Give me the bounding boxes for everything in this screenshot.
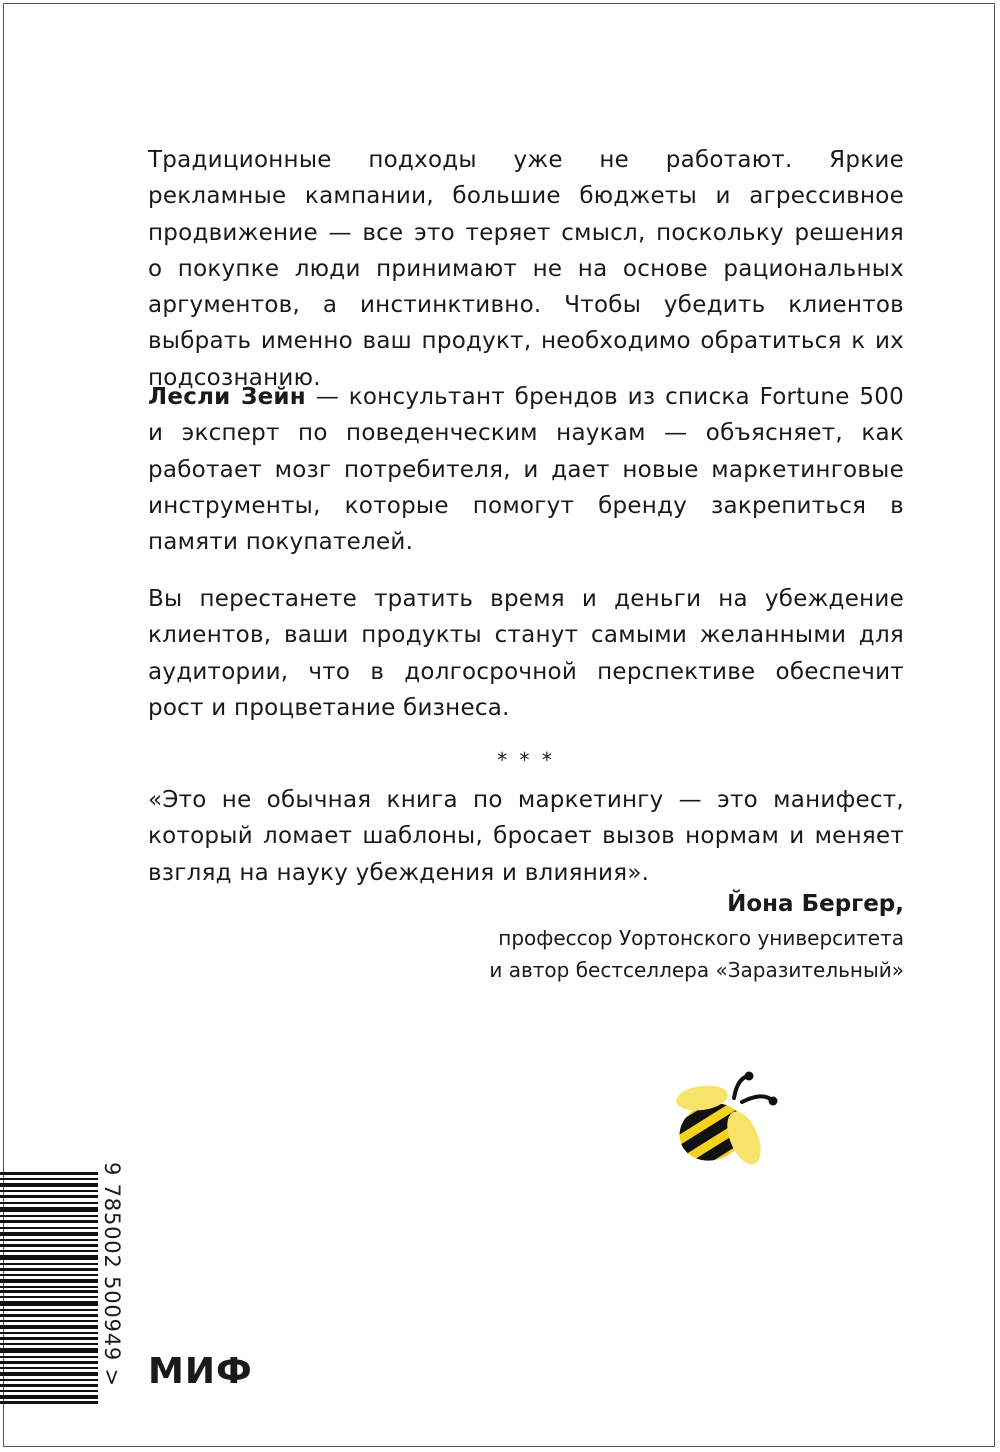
isbn-number: 9 785002 500949 >	[100, 1162, 124, 1387]
paragraph-author	[148, 379, 904, 560]
bee-icon	[668, 1068, 780, 1170]
attribution-line-1: профессор Уортонского университета	[498, 926, 904, 950]
quote-text: «Это не обычная книга по маркетингу — это манифест, который ломает шаблоны, бросает вызов нормам и меняет взгляд на науку убеждения и влияния».	[148, 787, 904, 886]
paragraph-benefits-text: Вы перестанете тратить время и деньги на убеждение клиентов, ваши продукты станут самыми желанными для аудитории, что в долгосрочной перспективе обеспечит рост и процветание бизнеса.	[148, 586, 904, 721]
paragraph-benefits	[148, 581, 904, 726]
attribution-line-2: и автор бестселлера «Заразительный»	[489, 958, 904, 982]
isbn-label	[96, 1162, 128, 1412]
barcode-icon	[0, 1172, 98, 1404]
paragraph-intro	[148, 142, 904, 396]
paragraph-intro-text: Традиционные подходы уже не работают. Яркие рекламные кампании, большие бюджеты и агрессивное продвижение — все это теряет смысл, поскольку решения о покупке люди принимают не на основе рациональных аргументов, а инстинктивно. Чтобы убедить клиентов выбрать именно ваш продукт, необходимо обратиться к их подсознанию.	[148, 147, 904, 391]
author-name: Лесли Зейн	[148, 384, 306, 410]
paragraph-author-text: — консультант брендов из списка Fortune 500 и эксперт по поведенческим наукам — объясняет, как работает мозг потребителя, и дает новые маркетинговые инструменты, которые помогут бренду закрепиться в памяти покупателей.	[148, 384, 904, 556]
section-separator: * * *	[497, 748, 555, 772]
publisher-logo: МИФ	[148, 1351, 253, 1392]
quote-attribution	[489, 886, 904, 986]
quote-block	[148, 782, 904, 891]
attribution-name: Йона Бергер,	[727, 891, 904, 917]
